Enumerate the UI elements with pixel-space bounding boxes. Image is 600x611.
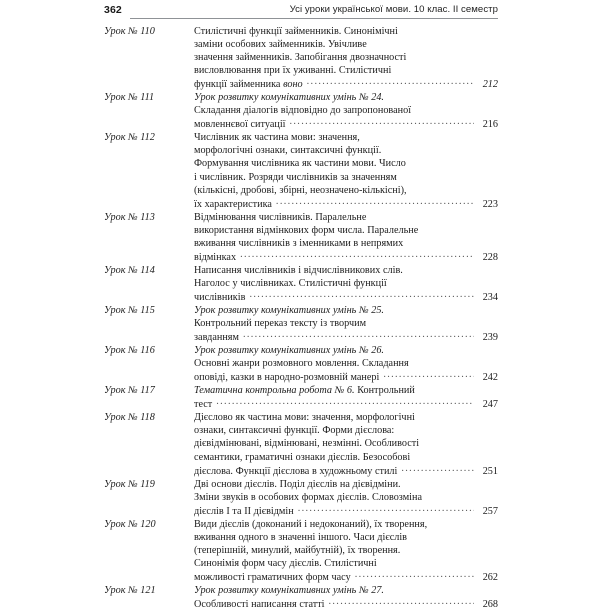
toc-entry-line [194,64,498,77]
toc-entry-body [194,25,498,91]
toc-page-number[interactable]: 228 [482,251,498,263]
dot-leader [243,330,474,340]
toc-entry-body [194,584,498,611]
toc-entry[interactable] [104,384,498,411]
toc-entry-last-line-segment: воно [283,79,303,91]
toc-entry-line-text: Види дієслів (доконаний і недоконаний), їх творення, [194,518,428,530]
toc-page-number[interactable]: 223 [482,198,498,210]
toc-entry-last-line-text [194,371,383,384]
toc-entry-last-line-segment: мовленнєвої ситуації [194,119,286,131]
toc-entry-label: Урок № 118 [104,412,155,424]
toc-entry-last-line [194,397,498,411]
toc-entry[interactable] [104,584,498,611]
horizontal-rule [130,18,498,19]
dot-leader [383,370,474,380]
toc-entry-line-text: (теперішній, минулий, майбутній), їх творення. [194,544,401,556]
toc-entry-line [194,264,498,277]
toc-entry-line-text: семантики, граматичні ознаки дієслів. Безособові [194,451,411,463]
toc-entry-line-text: вживання числівників з іменниками в непрямих [194,237,404,249]
toc-entry-line [194,104,498,117]
toc-entry-last-line-text [194,571,355,584]
dot-leader [276,197,474,207]
toc-entry-line-text: Урок розвитку комунікативних умінь № 27. [194,584,384,596]
toc-entry-line-text: ознаки, синтаксичні функції. Форми дієслова: [194,425,395,437]
toc-page-number[interactable]: 216 [482,119,498,131]
toc-entry-line [194,144,498,157]
toc-entry-label: Урок № 114 [104,264,155,276]
toc-entry-line-text: висловлювання при їх уживанні. Стилістичні [194,65,392,77]
toc-entry-last-line-text [194,291,249,304]
toc-entry-last-line-segment: оповіді, казки в народно-розмовній манері [194,372,380,384]
toc-entry-line [194,478,498,491]
toc-entry-last-line-segment: дієслів I та II дієвідмін [194,505,294,517]
dot-leader [216,397,474,407]
toc-entry-label: Урок № 120 [104,518,156,530]
toc-entry-line-text: використання відмінкових форм числа. Паралельне [194,224,419,236]
toc-entry-line-text: Написання числівників і відчислівникових слів. [194,264,403,276]
toc-page-number[interactable]: 251 [482,465,498,477]
toc-entry-line-text: Дієслово як частина мови: значення, морфологічні [194,412,415,424]
toc-entry-last-line-segment: числівників [194,291,246,303]
toc-entry-line [194,531,498,544]
toc-entry-last-line [194,570,498,584]
toc-entry-line [194,317,498,330]
toc-entry-line [194,157,498,170]
toc-entry-last-line-segment: функції займенника [194,79,284,91]
toc-entry-line [194,384,498,397]
toc-entry-body [194,131,498,210]
toc-entry-last-line [194,250,498,264]
toc-entry-line [194,38,498,51]
toc-entry-line [194,437,498,450]
toc-entry-body [194,384,498,411]
toc-entry-line-text: Урок розвитку комунікативних умінь № 25. [194,304,384,316]
toc-entry-line [194,224,498,237]
toc-entry[interactable] [104,91,498,131]
toc-entry-line [194,357,498,370]
toc-entry-line [194,171,498,184]
dot-leader [298,504,474,514]
dot-leader [355,570,474,580]
toc-entry-last-line-text [194,118,290,131]
toc-entry-line-text: Відмінювання числівників. Паралельне [194,211,367,223]
toc-entry-last-line-text [194,398,216,411]
toc-entry-line-text: (кількісні, дробові, збірні, неозначено-кількісні), [194,184,407,196]
toc-entry-label: Урок № 111 [104,92,155,104]
toc-entry-line-text: дієвідмінювані, відмінювані, незмінні. Особливості [194,438,420,450]
toc-entry[interactable] [104,518,498,584]
toc-entry-line [194,91,498,104]
toc-page-number[interactable]: 234 [482,291,498,303]
toc-entry-line-text: Синонімія форм часу дієслів. Стилістичні [194,557,377,569]
running-head-rule-container [130,4,498,19]
toc-entry-line [194,237,498,250]
toc-entry-line-text: заміни особових займенників. Увічливе [194,39,367,51]
toc-entry[interactable] [104,478,498,518]
toc-entry-last-line [194,504,498,518]
toc-entry-line-text: Урок розвитку комунікативних умінь № 24. [194,92,384,104]
toc-entry-last-line-segment: відмінках [194,251,237,263]
toc-entry-last-line-text [194,198,276,211]
running-head-title: Усі уроки української мови. 10 клас. II семестр [286,3,498,16]
toc-entry-line [194,518,498,531]
folio-number: 362 [104,4,122,16]
toc-entry[interactable] [104,344,498,384]
toc-entry[interactable] [104,304,498,344]
toc-entry-last-line [194,290,498,304]
dot-leader [307,77,474,87]
dot-leader [329,597,475,607]
toc-entry-line-text: значення займенників. Запобігання двозначності [194,52,407,64]
toc-page-number[interactable]: 268 [482,599,498,611]
dot-leader [401,464,474,474]
toc-entry-label: Урок № 117 [104,385,155,397]
toc-entry-line-text: Дві основи дієслів. Поділ дієслів на дієвідміни. [194,478,401,490]
dot-leader [240,250,474,260]
toc-entry-line [194,277,498,290]
toc-entry-label: Урок № 119 [104,478,155,490]
toc-entry-last-line-text [194,465,401,478]
toc-entry-last-line-segment: дієслова. Функції дієслова в художньому стилі [194,465,398,477]
toc-entry-line-text: Контрольний переказ тексту із творчим [194,318,367,330]
running-head [104,4,498,22]
toc-entry-line-text: Наголос у числівниках. Стилістичні функції [194,277,387,289]
toc-entry-line [194,491,498,504]
toc-entry-last-line [194,597,498,611]
toc-page-number[interactable]: 212 [482,79,498,91]
toc-entry-last-line-text [194,505,298,518]
toc-page-number[interactable]: 239 [482,332,498,344]
toc-entry-last-line-text [194,331,243,344]
toc-entry-body [194,91,498,131]
toc-entry[interactable] [104,25,498,91]
toc-entry-line-text: Урок розвитку комунікативних умінь № 26. [194,345,384,357]
toc-entry-last-line [194,330,498,344]
toc-entry-line-segment: Тематична контрольна робота № 6. [194,385,355,397]
toc-entry-last-line [194,197,498,211]
toc-entry-last-line [194,370,498,384]
toc-entry-last-line-segment: можливості граматичних форм часу [194,571,351,583]
toc-entry-line [194,544,498,557]
toc-entry-line [194,211,498,224]
toc-entry-line-text: Числівник як частина мови: значення, [194,132,360,144]
toc-entry-line-text: Стилістичні функції займенників. Синонімічні [194,26,398,37]
toc-entry-line-text: вживання одного в значенні іншого. Часи дієслів [194,531,408,543]
toc-entry-line-segment: Контрольний [354,385,415,397]
toc-entry-last-line [194,117,498,131]
toc-entry-last-line-text [194,251,240,264]
toc-entry-last-line-segment: Особливості написання статті [194,599,325,611]
toc-page-number[interactable]: 257 [482,505,498,517]
toc-entry-line [194,131,498,144]
toc-entry-label: Урок № 116 [104,345,155,357]
toc-entry[interactable] [104,411,498,477]
toc-page-number[interactable]: 262 [482,571,498,583]
dot-leader [290,117,475,127]
toc-entry-line [194,344,498,357]
toc-entry-line [194,25,498,38]
toc-entry-body [194,304,498,344]
toc-entry-line [194,184,498,197]
toc-entry-line [194,451,498,464]
table-of-contents [104,25,498,611]
toc-entry-last-line-segment: тест [194,399,213,411]
toc-entry-last-line-segment: їх характеристика [194,198,272,210]
toc-entry-line [194,411,498,424]
toc-entry[interactable] [104,131,498,210]
toc-entry-line [194,304,498,317]
dot-leader [249,290,474,300]
toc-entry-body [194,518,498,584]
toc-entry[interactable] [104,264,498,304]
toc-entry-line-text: морфологічні ознаки, синтаксичні функції. [194,145,382,157]
toc-entry-line [194,424,498,437]
toc-page-number[interactable]: 247 [482,399,498,411]
toc-entry-body [194,478,498,518]
toc-entry-label: Урок № 113 [104,211,155,223]
toc-entry-body [194,264,498,304]
toc-entry-line-text: Формування числівника як частини мови. Число [194,158,406,170]
toc-entry-line [194,584,498,597]
toc-entry-label: Урок № 121 [104,584,156,596]
toc-page-number[interactable]: 242 [482,372,498,384]
toc-entry-line [194,51,498,64]
toc-entry-body [194,411,498,477]
toc-entry-label: Урок № 110 [104,26,155,37]
toc-entry-line [194,557,498,570]
toc-entry-last-line [194,77,498,91]
toc-entry-line-text: Основні жанри розмовного мовлення. Складання [194,358,409,370]
toc-entry-last-line-segment: завданням [194,332,239,344]
toc-entry-line-text: Зміни звуків в особових формах дієслів. Словозміна [194,491,422,503]
toc-entry-last-line [194,464,498,478]
toc-entry-label: Урок № 112 [104,132,155,144]
toc-entry-last-line-text [194,78,307,91]
toc-entry[interactable] [104,211,498,264]
toc-entry-body [194,344,498,384]
toc-entry-label: Урок № 115 [104,304,155,316]
toc-entry-line-text: і числівник. Розряди числівників за значенням [194,171,397,183]
toc-entry-line-text: Складання діалогів відповідно до запропонованої [194,105,412,117]
toc-entry-body [194,211,498,264]
